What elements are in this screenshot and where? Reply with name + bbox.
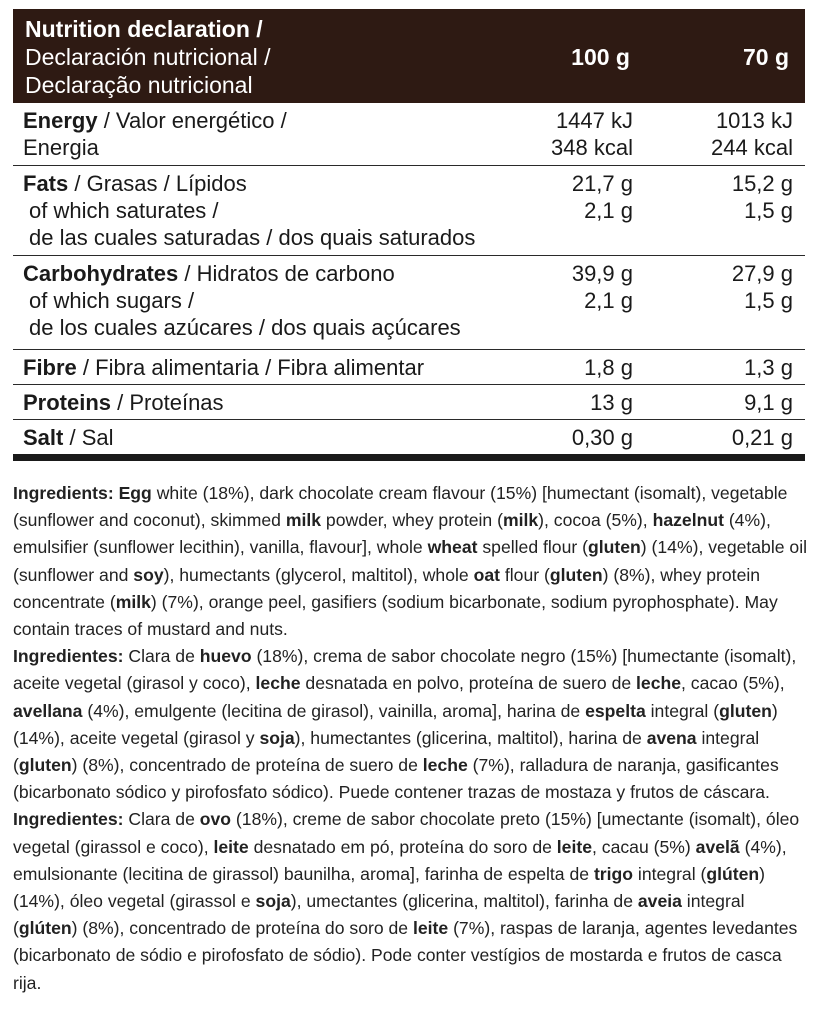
sub-row-name-line2: de los cuales azúcares / dos quais açúcares: [29, 315, 461, 340]
row-fibre: [13, 350, 805, 385]
title-line-en: Nutrition declaration /: [25, 16, 263, 42]
ingredients-pt: Ingredientes: Clara de ovo (18%), creme de sabor chocolate preto (15%) [umectante (isomalt), óleo vegetal (girassol e coco), leite desnatado em pó, proteína do soro de leite, cacau (5%) avelã (4%), emulsionante (lecitina de girassol) baunilha, aroma], farinha de espelta de trigo integral (glúten) (14%), óleo vegetal (girassol e soja), umectantes (glicerina, maltitol), farinha de aveia integral (glúten) (8%), concentrado de proteína do soro de leite (7%), raspas de laranja, agentes levedantes (bicarbonato de sódio e pirofosfato de sódio). Pode conter vestígios de mostarda e frutos de casca rija.: [13, 809, 800, 993]
table-header: [13, 9, 805, 103]
table-bottom-rule: [13, 454, 805, 461]
value-100g: 1447 kJ: [555, 108, 633, 133]
row-name: Salt: [23, 425, 64, 450]
title-line-es: Declaración nutricional /: [25, 44, 271, 70]
table-title: [25, 15, 270, 99]
value-100g: 0,30 g: [571, 425, 633, 450]
value-70g-sub: 1,5 g: [744, 288, 793, 313]
ingredients-block: [13, 480, 808, 997]
row-name-line2: Energia: [23, 135, 99, 160]
row-name-rest: / Valor energético /: [97, 108, 287, 133]
value-100g: 13 g: [590, 390, 633, 415]
value-100g-sub: 2,1 g: [584, 198, 633, 223]
value-100g: 1,8 g: [584, 355, 633, 380]
sub-row-name-line2: de las cuales saturadas / dos quais saturados: [29, 225, 476, 250]
column-header-70g: 70 g: [742, 44, 789, 70]
value-70g: 0,21 g: [731, 425, 793, 450]
value-70g: 9,1 g: [744, 390, 793, 415]
nutrition-label: [13, 9, 805, 461]
value-70g-sub: 1,5 g: [744, 198, 793, 223]
value-70g: 1,3 g: [744, 355, 793, 380]
row-name: Fibre: [23, 355, 77, 380]
sub-row-name: of which sugars /: [29, 288, 195, 313]
value-100g: 21,7 g: [571, 171, 633, 196]
value-70g: 27,9 g: [731, 261, 793, 286]
value-100g-kcal: 348 kcal: [551, 135, 633, 160]
value-70g-kcal: 244 kcal: [711, 135, 793, 160]
row-fats: [13, 166, 805, 256]
column-header-100g: 100 g: [571, 44, 630, 70]
title-line-pt: Declaração nutricional: [25, 72, 253, 98]
row-name: Carbohydrates: [23, 261, 179, 286]
row-name-rest: / Sal: [63, 425, 114, 450]
row-name: Fats: [23, 171, 69, 196]
row-proteins: [13, 385, 805, 420]
row-carbohydrates: [13, 256, 805, 350]
row-energy: [13, 103, 805, 166]
value-70g: 15,2 g: [731, 171, 793, 196]
row-salt: [13, 420, 805, 454]
row-name-rest: / Proteínas: [111, 390, 224, 415]
value-70g: 1013 kJ: [715, 108, 793, 133]
value-100g: 39,9 g: [571, 261, 633, 286]
row-name-rest: / Grasas / Lípidos: [68, 171, 247, 196]
sub-row-name: of which saturates /: [29, 198, 219, 223]
row-name: Energy: [23, 108, 98, 133]
row-name-rest: / Fibra alimentaria / Fibra alimentar: [76, 355, 425, 380]
ingredients-en: Ingredients: Egg white (18%), dark chocolate cream flavour (15%) [humectant (isomalt), vegetable (sunflower and coconut), skimmed milk powder, whey protein (milk), cocoa (5%), hazelnut (4%), emulsifier (sunflower lecithin), vanilla, flavour], whole wheat spelled flour (gluten) (14%), vegetable oil (sunflower and soy), humectants (glycerol, maltitol), whole oat flour (gluten) (8%), whey protein concentrate (milk) (7%), orange peel, gasifiers (sodium bicarbonate, sodium pyrophosphate). May contain traces of mustard and nuts.: [13, 483, 808, 640]
row-name-rest: / Hidratos de carbono: [178, 261, 395, 286]
value-100g-sub: 2,1 g: [584, 288, 633, 313]
row-name: Proteins: [23, 390, 112, 415]
ingredients-es: Ingredientes: Clara de huevo (18%), crema de sabor chocolate negro (15%) [humectante (isomalt), aceite vegetal (girasol y coco), leche desnatada en polvo, proteína de suero de leche, cacao (5%), avellana (4%), emulgente (lecitina de girasol), vainilla, aroma], harina de espelta integral (gluten) (14%), aceite vegetal (girasol y soja), humectantes (glicerina, maltitol), harina de avena integral (gluten) (8%), concentrado de proteína de suero de leche (7%), ralladura de naranja, gasificantes (bicarbonato sódico y pirofosfato sódico). Puede contener trazas de mostaza y frutos de cáscara.: [13, 646, 797, 803]
